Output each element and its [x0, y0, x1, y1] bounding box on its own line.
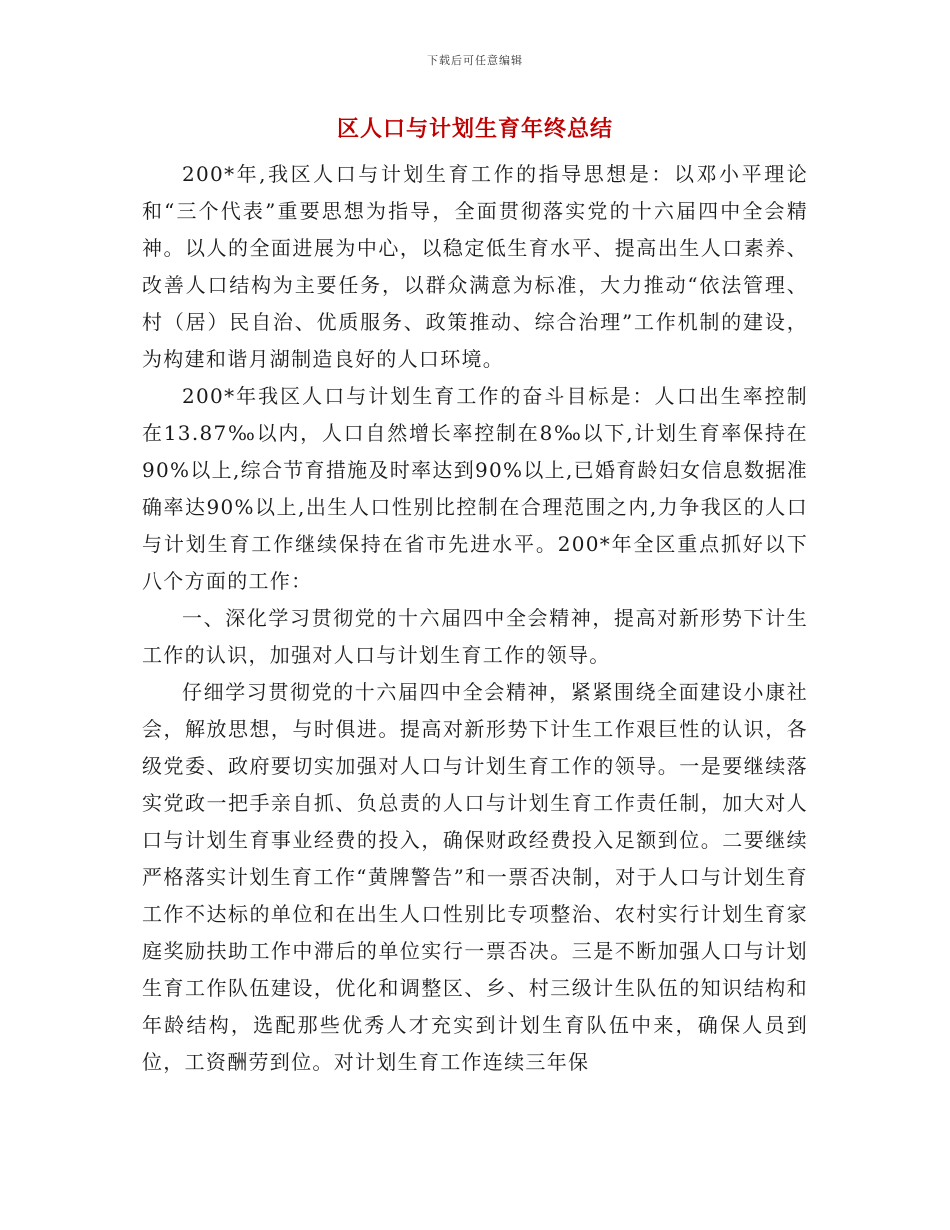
paragraph-goals: 200*年我区人口与计划生育工作的奋斗目标是：人口出生率控制在13.87‰以内，人口自然增长率控制在8‰以下,计划生育率保持在90%以上,综合节育措施及时率达到90%以上,已婚育龄妇女信息数据准确率达90%以上,出生人口性别比控制在合理范围之内,力争我区的人口与计划生育工作继续保持在省市先进水平。200*年全区重点抓好以下八个方面的工作：: [142, 384, 808, 593]
document-body: [142, 156, 808, 1081]
document-title: 区人口与计划生育年终总结: [336, 117, 613, 142]
paragraph-guiding-ideology: 200*年,我区人口与计划生育工作的指导思想是：以邓小平理论和“三个代表”重要思想为指导，全面贯彻落实党的十六届四中全会精神。以人的全面进展为中心，以稳定低生育水平、提高出生人口素养、改善人口结构为主要任务，以群众满意为标准，大力推动“依法管理、村（居）民自治、优质服务、政策推动、综合治理”工作机制的建设，为构建和谐月湖制造良好的人口环境。: [142, 162, 808, 371]
header-note: 下载后可任意编辑: [427, 54, 523, 67]
paragraph-section-one-body: 仔细学习贯彻党的十六届四中全会精神，紧紧围绕全面建设小康社会，解放思想，与时俱进。提高对新形势下计生工作艰巨性的认识，各级党委、政府要切实加强对人口与计划生育工作的领导。一是要继续落实党政一把手亲自抓、负总责的人口与计划生育工作责任制，加大对人口与计划生育事业经费的投入，确保财政经费投入足额到位。二要继续严格落实计划生育工作“黄牌警告”和一票否决制，对于人口与计划生育工作不达标的单位和在出生人口性别比专项整治、农村实行计划生育家庭奖励扶助工作中滞后的单位实行一票否决。三是不断加强人口与计划生育工作队伍建设，优化和调整区、乡、村三级计生队伍的知识结构和年龄结构，选配那些优秀人才充实到计划生育队伍中来，确保人员到位，工资酬劳到位。对计划生育工作连续三年保: [142, 680, 808, 1074]
paragraph-section-one-heading: 一、深化学习贯彻党的十六届四中全会精神，提高对新形势下计生工作的认识，加强对人口与计划生育工作的领导。: [142, 606, 808, 667]
